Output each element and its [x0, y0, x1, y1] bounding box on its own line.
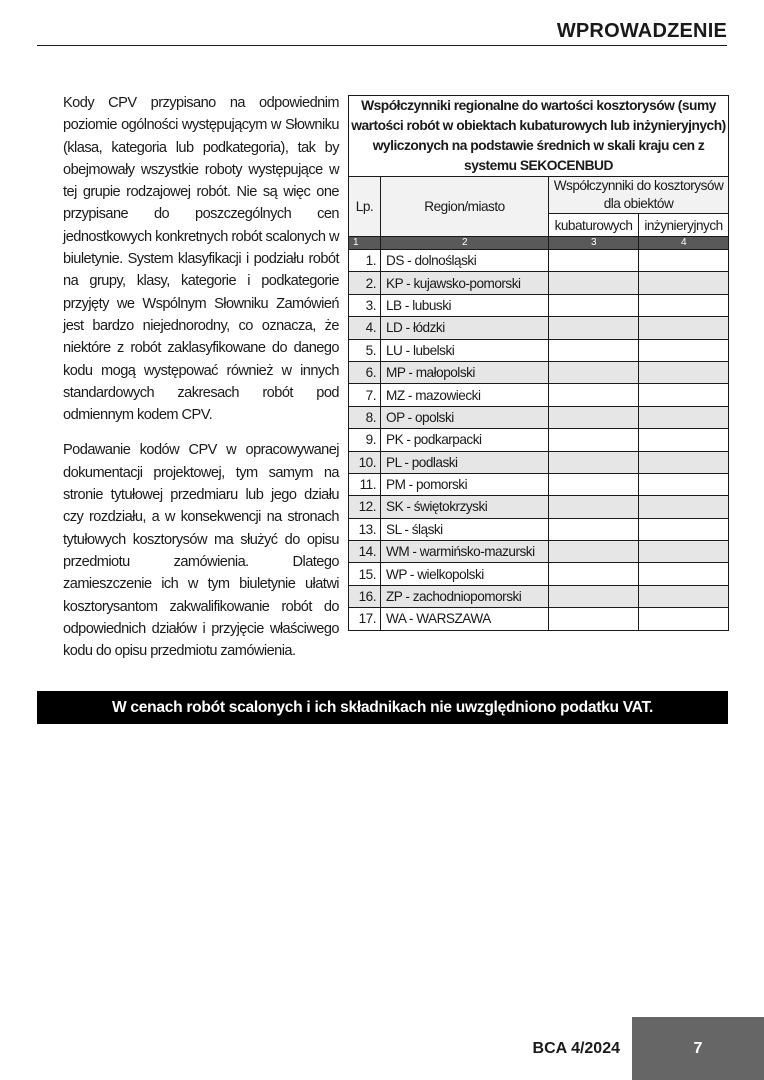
coefficient-inzynieryjnych: [639, 496, 729, 518]
region-name: LU - lubelski: [381, 339, 549, 361]
region-name: DS - dolnośląski: [381, 250, 549, 272]
table-row: [349, 496, 729, 518]
coefficient-kubaturowych: [549, 406, 639, 428]
coefficient-kubaturowych: [549, 384, 639, 406]
row-number: 5.: [349, 339, 381, 361]
coefficient-inzynieryjnych: [639, 585, 729, 607]
table-body: [349, 250, 729, 631]
row-number: 4.: [349, 317, 381, 339]
coefficient-kubaturowych: [549, 429, 639, 451]
coefficient-inzynieryjnych: [639, 361, 729, 383]
table-row: [349, 339, 729, 361]
coefficient-kubaturowych: [549, 272, 639, 294]
coefficient-inzynieryjnych: [639, 339, 729, 361]
issue-label: BCA 4/2024: [532, 1040, 620, 1057]
region-name: ZP - zachodniopomorski: [381, 585, 549, 607]
column-number: 1: [349, 237, 381, 250]
table-row: [349, 406, 729, 428]
row-number: 8.: [349, 406, 381, 428]
regional-coefficients-table: [348, 95, 729, 631]
table-row: [349, 361, 729, 383]
row-number: 12.: [349, 496, 381, 518]
coefficient-inzynieryjnych: [639, 406, 729, 428]
coefficient-inzynieryjnych: [639, 541, 729, 563]
coefficient-kubaturowych: [549, 339, 639, 361]
coefficient-kubaturowych: [549, 608, 639, 630]
row-number: 15.: [349, 563, 381, 585]
table-row: [349, 451, 729, 473]
row-number: 11.: [349, 473, 381, 495]
coefficient-kubaturowych: [549, 294, 639, 316]
row-number: 2.: [349, 272, 381, 294]
table-row: [349, 608, 729, 630]
coefficient-kubaturowych: [549, 473, 639, 495]
table-row: [349, 585, 729, 607]
coefficient-kubaturowych: [549, 496, 639, 518]
table-row: [349, 317, 729, 339]
region-name: WA - WARSZAWA: [381, 608, 549, 630]
page-number: 7: [632, 1017, 764, 1080]
row-number: 16.: [349, 585, 381, 607]
row-number: 13.: [349, 518, 381, 540]
coefficient-inzynieryjnych: [639, 250, 729, 272]
region-name: PK - podkarpacki: [381, 429, 549, 451]
region-name: MZ - mazowiecki: [381, 384, 549, 406]
column-header-lp: Lp.: [349, 177, 381, 237]
row-number: 14.: [349, 541, 381, 563]
table-row: [349, 384, 729, 406]
coefficient-inzynieryjnych: [639, 608, 729, 630]
column-number: 4: [639, 237, 729, 250]
region-name: LB - lubuski: [381, 294, 549, 316]
coefficient-inzynieryjnych: [639, 473, 729, 495]
region-name: SL - śląski: [381, 518, 549, 540]
vat-notice: W cenach robót scalonych i ich składnikach nie uwzględniono podatku VAT.: [37, 691, 728, 724]
row-number: 6.: [349, 361, 381, 383]
region-name: KP - kujawsko-pomorski: [381, 272, 549, 294]
row-number: 3.: [349, 294, 381, 316]
row-number: 9.: [349, 429, 381, 451]
column-group-header: Współczynniki do kosztorysów dla obiektów: [549, 177, 729, 214]
region-name: WP - wielkopolski: [381, 563, 549, 585]
row-number: 1.: [349, 250, 381, 272]
region-name: WM - warmińsko-mazurski: [381, 541, 549, 563]
table-row: [349, 518, 729, 540]
region-name: LD - łódzki: [381, 317, 549, 339]
column-header-kubaturowych: kubaturowych: [549, 214, 639, 237]
column-header-inzynieryjnych: inżynieryjnych: [639, 214, 729, 237]
coefficient-inzynieryjnych: [639, 563, 729, 585]
intro-paragraph: Kody CPV przypisano na odpowiednim poziomie ogólności występującym w Słowniku (klasa, kategoria lub podkategoria), tak by obejmowały wszystkie roboty występujące w tej grupie rodzajowej robót. Nie są więc one przypisane do poszczególnych cen jednostkowych konkretnych robót scalonych w biuletynie. System klasyfikacji i podziału robót na grupy, klasy, kategorie i podkategorie przyjęty we Wspólnym Słowniku Zamówień jest bardzo niejednorodny, co oznacza, że niektóre z robót zaklasyfikowane do danego kodu mogą występować również w innych standardowych zakresach robót pod odmiennym kodem CPV.: [63, 95, 339, 424]
region-name: PM - pomorski: [381, 473, 549, 495]
region-name: MP - małopolski: [381, 361, 549, 383]
row-number: 7.: [349, 384, 381, 406]
intro-paragraph: Podawanie kodów CPV w opracowywanej dokumentacji projektowej, tym samym na stronie tytułowej przedmiaru lub jego działu czy rozdziału, a w konsekwencji na stronach tytułowych kosztorysów ma służyć do opisu przedmiotu zamówienia. Dlatego zamieszczenie ich w tym biuletynie ułatwi kosztorysantom zakwalifikowanie robót do odpowiednich działów i przyjęcie właściwego kodu do opisu przedmiotu zamówienia.: [63, 442, 339, 660]
header-divider: [37, 45, 727, 46]
coefficient-inzynieryjnych: [639, 429, 729, 451]
row-number: 10.: [349, 451, 381, 473]
coefficient-kubaturowych: [549, 585, 639, 607]
coefficient-kubaturowych: [549, 541, 639, 563]
coefficient-kubaturowych: [549, 317, 639, 339]
table-row: [349, 272, 729, 294]
coefficient-inzynieryjnych: [639, 294, 729, 316]
table-title: Współczynniki regionalne do wartości kosztorysów (sumy wartości robót w obiektach kubaturowych lub inżynieryjnych) wyliczonych na podstawie średnich w skali kraju cen z systemu SEKOCENBUD: [349, 96, 729, 177]
table-row: [349, 473, 729, 495]
column-number-row: [349, 237, 729, 250]
table-row: [349, 294, 729, 316]
section-title: WPROWADZENIE: [556, 20, 727, 42]
coefficient-kubaturowych: [549, 361, 639, 383]
coefficient-inzynieryjnych: [639, 317, 729, 339]
row-number: 17.: [349, 608, 381, 630]
table-row: [349, 541, 729, 563]
coefficient-kubaturowych: [549, 563, 639, 585]
intro-text: [63, 92, 339, 675]
coefficient-kubaturowych: [549, 518, 639, 540]
coefficient-inzynieryjnych: [639, 384, 729, 406]
column-number: 3: [549, 237, 639, 250]
column-number: 2: [381, 237, 549, 250]
coefficient-inzynieryjnych: [639, 518, 729, 540]
coefficient-kubaturowych: [549, 250, 639, 272]
region-name: PL - podlaski: [381, 451, 549, 473]
column-header-region: Region/miasto: [381, 177, 549, 237]
table-row: [349, 250, 729, 272]
coefficient-kubaturowych: [549, 451, 639, 473]
coefficient-inzynieryjnych: [639, 451, 729, 473]
table-row: [349, 563, 729, 585]
table-row: [349, 429, 729, 451]
region-name: SK - świętokrzyski: [381, 496, 549, 518]
region-name: OP - opolski: [381, 406, 549, 428]
coefficient-inzynieryjnych: [639, 272, 729, 294]
